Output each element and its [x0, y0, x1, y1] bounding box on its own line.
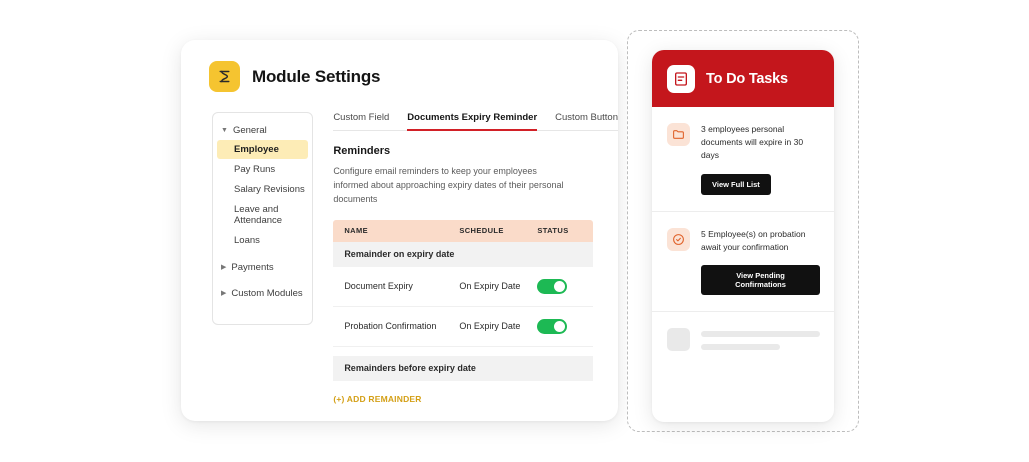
tab-bar: [333, 112, 618, 131]
todo-item-body: [701, 123, 820, 195]
page-title: Module Settings: [252, 66, 381, 86]
tab-custom-button[interactable]: Custom Button: [555, 112, 618, 123]
module-settings-card: [181, 40, 618, 421]
sidebar-item-label: Employee: [234, 144, 279, 155]
sidebar-group-label: Payments: [231, 262, 274, 273]
section-title: Reminders: [333, 145, 391, 157]
tab-custom-field[interactable]: Custom Field: [333, 112, 390, 123]
sidebar-group-general[interactable]: [213, 122, 312, 139]
settings-sidebar: [212, 112, 313, 325]
chevron-right-icon: ▶: [221, 264, 227, 271]
placeholder-line: [701, 331, 820, 337]
clipboard-icon: [667, 65, 695, 93]
row-schedule: On Expiry Date: [459, 281, 521, 292]
row-name: Document Expiry: [344, 281, 413, 292]
row-name: Probation Confirmation: [344, 321, 437, 332]
placeholder-icon: [667, 328, 690, 351]
sidebar-item-loans[interactable]: [217, 231, 308, 250]
todo-title: To Do Tasks: [706, 70, 788, 87]
todo-header: [652, 50, 834, 107]
sidebar-group-label: General: [232, 125, 267, 136]
sidebar-group-payments[interactable]: [213, 259, 312, 276]
tab-documents-expiry-reminder[interactable]: Documents Expiry Reminder: [407, 112, 537, 131]
row-status: [537, 319, 593, 334]
table-header-row: [333, 220, 593, 242]
view-pending-confirmations-button[interactable]: View Pending Confirmations: [701, 265, 820, 295]
tab-panel: [313, 112, 618, 404]
todo-item-placeholder: [652, 312, 834, 373]
sidebar-item-label: Salary Revisions: [234, 184, 305, 195]
todo-item: [652, 212, 834, 312]
check-circle-icon: [667, 228, 690, 251]
todo-item-body: [701, 228, 820, 295]
todo-tasks-card: [652, 50, 834, 422]
row-status: [537, 279, 593, 294]
card-header: [181, 40, 618, 92]
todo-item-text: 5 Employee(s) on probation await your confirmation: [701, 228, 806, 252]
sidebar-item-label: Loans: [234, 235, 260, 246]
reminders-table: [333, 220, 593, 381]
column-header-schedule: SCHEDULE: [459, 226, 504, 236]
sidebar-item-pay-runs[interactable]: [217, 160, 308, 179]
settings-body: [181, 92, 618, 404]
column-header-name: NAME: [344, 226, 368, 236]
document-expiry-toggle[interactable]: [537, 279, 567, 294]
sidebar-item-employee[interactable]: [217, 140, 308, 159]
section-description: Configure email reminders to keep your employees informed about approaching expiry dates of their personal documents: [333, 166, 564, 204]
add-reminder-button[interactable]: (+) ADD REMAINDER: [333, 393, 422, 404]
sidebar-group-custom-modules[interactable]: [213, 285, 312, 302]
chevron-right-icon: ▶: [221, 290, 227, 297]
todo-item: [652, 107, 834, 212]
placeholder-lines: [701, 328, 820, 357]
column-header-status: STATUS: [537, 226, 569, 236]
sidebar-group-label: Custom Modules: [231, 288, 303, 299]
sidebar-item-salary-revisions[interactable]: [217, 180, 308, 199]
chevron-down-icon: ▼: [221, 127, 228, 134]
todo-item-text: 3 employees personal documents will expire in 30 days: [701, 124, 804, 161]
table-group-before-expiry: Remainders before expiry date: [333, 356, 593, 381]
table-row[interactable]: [333, 267, 593, 307]
table-group-on-expiry: Remainder on expiry date: [333, 242, 593, 267]
sidebar-item-label: Pay Runs: [234, 164, 276, 175]
sidebar-item-leave-attendance[interactable]: [217, 200, 308, 230]
table-row[interactable]: [333, 307, 593, 347]
sidebar-item-label: Leave and Attendance: [234, 204, 283, 226]
folder-icon: [667, 123, 690, 146]
probation-confirmation-toggle[interactable]: [537, 319, 567, 334]
module-logo-icon: [209, 61, 240, 92]
row-schedule: On Expiry Date: [459, 321, 521, 332]
view-full-list-button[interactable]: View Full List: [701, 174, 771, 195]
placeholder-line: [701, 344, 780, 350]
